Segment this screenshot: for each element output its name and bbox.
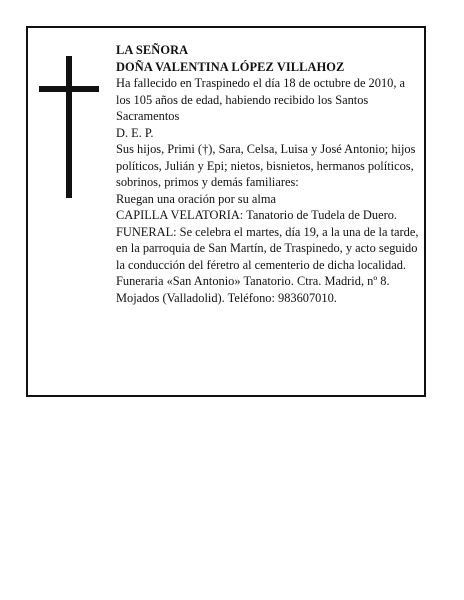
funeral-details: FUNERAL: Se celebra el martes, día 19, a la una de la tarde, en la parroquia de San Martín, de Traspinedo, y acto seguido la conducción del féretro al cementerio de dicha localidad. — [116, 224, 419, 272]
cross-horizontal-bar — [39, 86, 99, 92]
deceased-name: DOÑA VALENTINA LÓPEZ VILLAHOZ — [116, 59, 345, 74]
funeral-home-contact: Funeraria «San Antonio» Tanatorio. Ctra. Madrid, nº 8. Mojados (Valladolid). Teléfono: 983607010. — [116, 274, 390, 305]
death-announcement: Ha fallecido en Traspinedo el día 18 de octubre de 2010, a los 105 años de edad, habiendo recibido los Santos Sacramentos — [116, 76, 406, 123]
prayer-request: Ruegan una oración por su alma — [116, 191, 276, 206]
cross-icon — [39, 56, 99, 198]
obituary-notice — [26, 26, 426, 397]
rip-line: D. E. P. — [116, 125, 154, 140]
family-list: Sus hijos, Primi (†), Sara, Celsa, Luisa y José Antonio; hijos políticos, Julián y Epi; nietos, bisnietos, hermanos políticos, sobrinos, primos y demás familiares: — [116, 142, 416, 189]
cross-vertical-bar — [66, 56, 72, 198]
obituary-text — [116, 42, 422, 306]
heading-title: LA SEÑORA — [116, 43, 189, 57]
wake-chapel: CAPILLA VELATORIA: Tanatorio de Tudela de Duero. — [116, 208, 397, 222]
